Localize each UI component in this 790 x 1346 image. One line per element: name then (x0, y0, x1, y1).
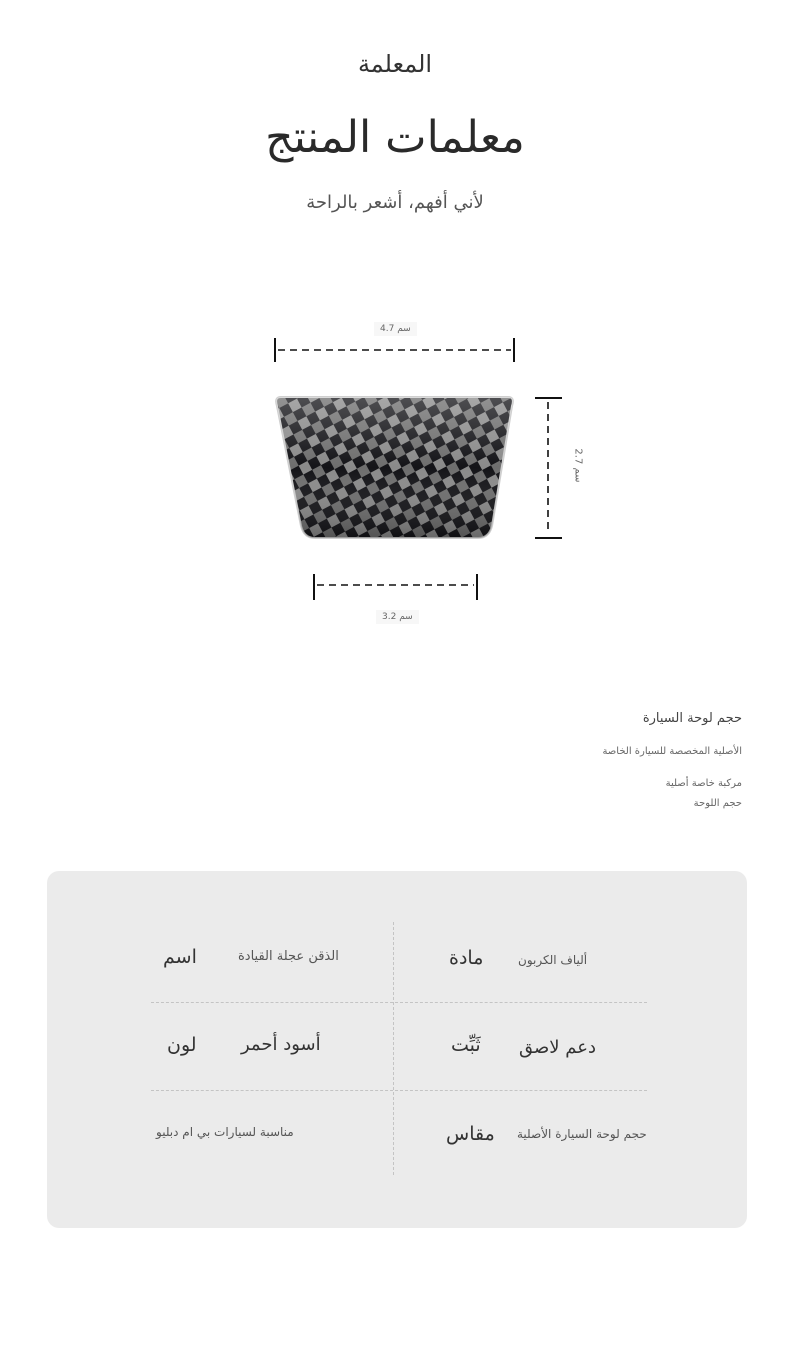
product-dimension-diagram (0, 330, 790, 620)
fit-value: مناسبة لسيارات بي ام دبليو (156, 1125, 294, 1139)
page-title: معلمات المنتج (265, 112, 525, 163)
bottom-width-label-wrap (376, 604, 419, 623)
name-key: اسم (163, 946, 197, 968)
parameter-card (47, 871, 747, 1228)
height-label: 2.7 سم (572, 448, 584, 483)
size-value: حجم لوحة السيارة الأصلية (517, 1127, 647, 1141)
spec-heading: حجم لوحة السيارة (642, 711, 742, 726)
name-value: الذقن عجلة القيادة (238, 949, 339, 964)
height-label-wrap (548, 448, 608, 483)
material-value: ألياف الكربون (518, 953, 588, 967)
spec-line-3: حجم اللوحة (693, 798, 742, 809)
carbon-fiber-plate (276, 397, 513, 538)
page-subtitle: لأني أفهم، أشعر بالراحة (306, 192, 484, 213)
spec-line-2: مركبة خاصة أصلية (665, 778, 742, 789)
top-width-label: 4.7 سم (374, 322, 417, 336)
size-key: مقاس (446, 1123, 495, 1145)
center-divider (393, 922, 394, 1175)
color-value: أسود أحمر (241, 1034, 321, 1055)
spec-line-1: الأصلية المخصصة للسيارة الخاصة (602, 746, 742, 757)
row-divider-2 (151, 1090, 647, 1091)
material-key: مادة (449, 947, 484, 969)
bottom-width-dimension-line (314, 574, 477, 600)
install-value: دعم لاصق (519, 1037, 597, 1058)
top-width-dimension-line (275, 338, 514, 362)
color-key: لون (167, 1034, 197, 1056)
bottom-width-label: 3.2 سم (376, 610, 419, 624)
row-divider-1 (151, 1002, 647, 1003)
section-kicker: المعلمة (357, 50, 433, 78)
install-key: ثَبِّت (451, 1034, 481, 1056)
